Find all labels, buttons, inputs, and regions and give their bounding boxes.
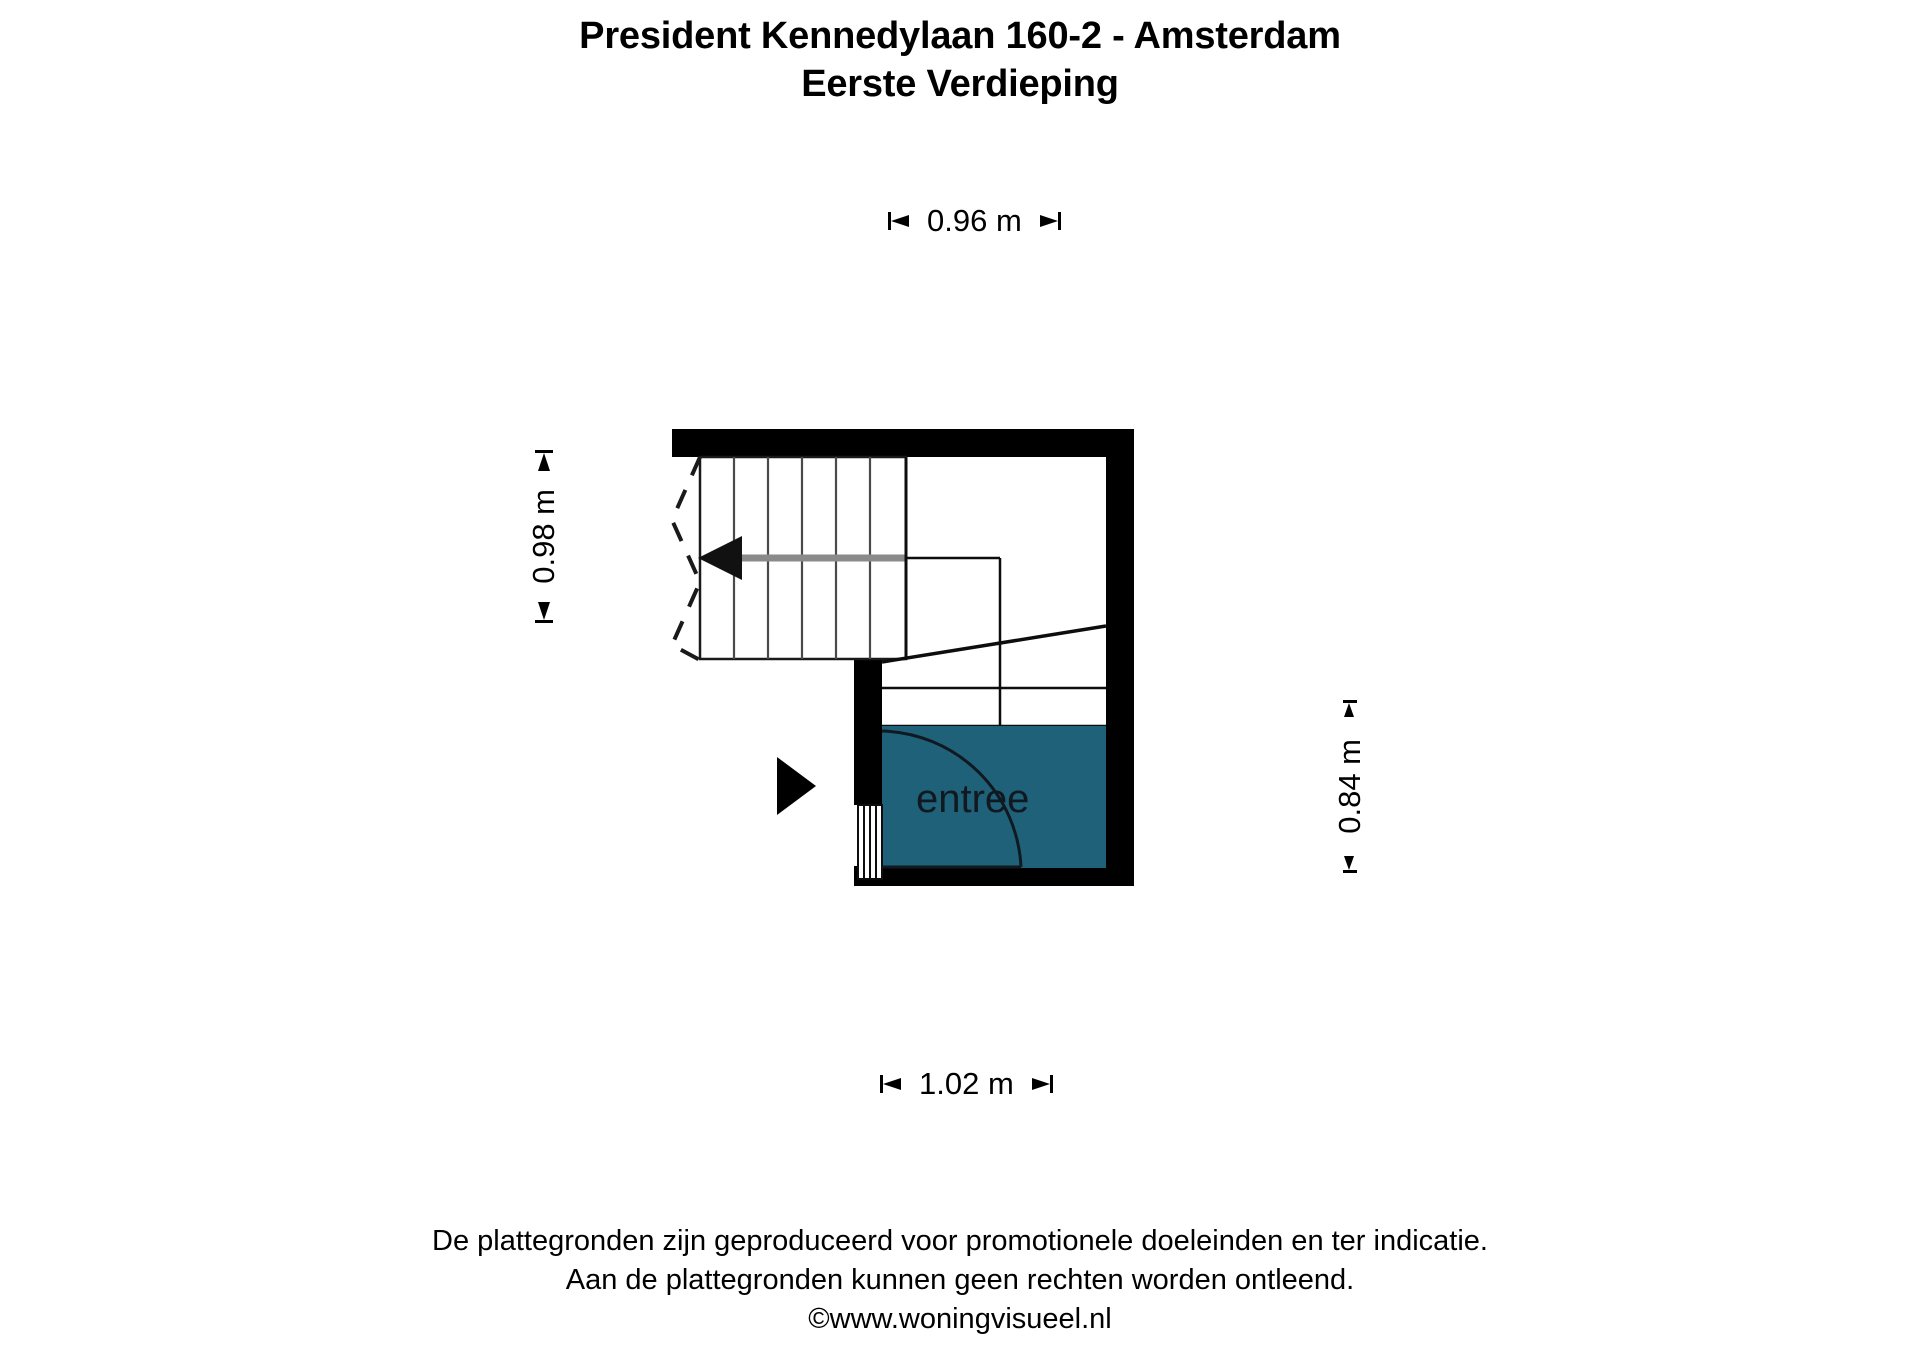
dimension-top-value: 0.96 m (927, 203, 1022, 238)
wall-right (1106, 429, 1134, 886)
title-floor: Eerste Verdieping (801, 63, 1119, 105)
dim-cap-left-icon (888, 212, 914, 230)
footer-disclaimer (0, 1222, 1920, 1339)
dim-cap-up-icon (1343, 700, 1357, 726)
room-label-entree: entree (916, 777, 1030, 821)
dimension-left-value: 0.98 m (526, 489, 561, 584)
footer-line-3: ©www.woningvisueel.nl (808, 1303, 1112, 1335)
stair-cut-dashed-line (672, 457, 700, 660)
soffit-slope-line (882, 626, 1106, 662)
dim-cap-left-icon (880, 1075, 906, 1093)
dim-cap-down-icon (535, 597, 553, 623)
wall-top (672, 429, 1134, 457)
footer-line-2: Aan de plattegronden kunnen geen rechten worden ontleend. (565, 1264, 1355, 1296)
dimension-right (1334, 700, 1365, 873)
dimension-right-value: 0.84 m (1332, 739, 1367, 834)
dim-cap-up-icon (535, 450, 553, 476)
dimension-bottom-value: 1.02 m (919, 1066, 1014, 1101)
footer-line-1: De plattegronden zijn geproduceerd voor promotionele doeleinden en ter indicatie. (432, 1225, 1488, 1257)
entrance-triangle-icon (777, 757, 816, 815)
dimension-top (888, 205, 1061, 236)
dim-cap-down-icon (1343, 847, 1357, 873)
wall-left-pier (854, 658, 882, 805)
title-address: President Kennedylaan 160-2 - Amsterdam (579, 15, 1341, 57)
dimension-left (528, 450, 559, 623)
wall-bottom (854, 866, 1134, 886)
dim-cap-right-icon (1027, 1075, 1053, 1093)
door-leaf (858, 805, 882, 879)
dim-cap-right-icon (1035, 212, 1061, 230)
dimension-bottom (880, 1068, 1053, 1099)
